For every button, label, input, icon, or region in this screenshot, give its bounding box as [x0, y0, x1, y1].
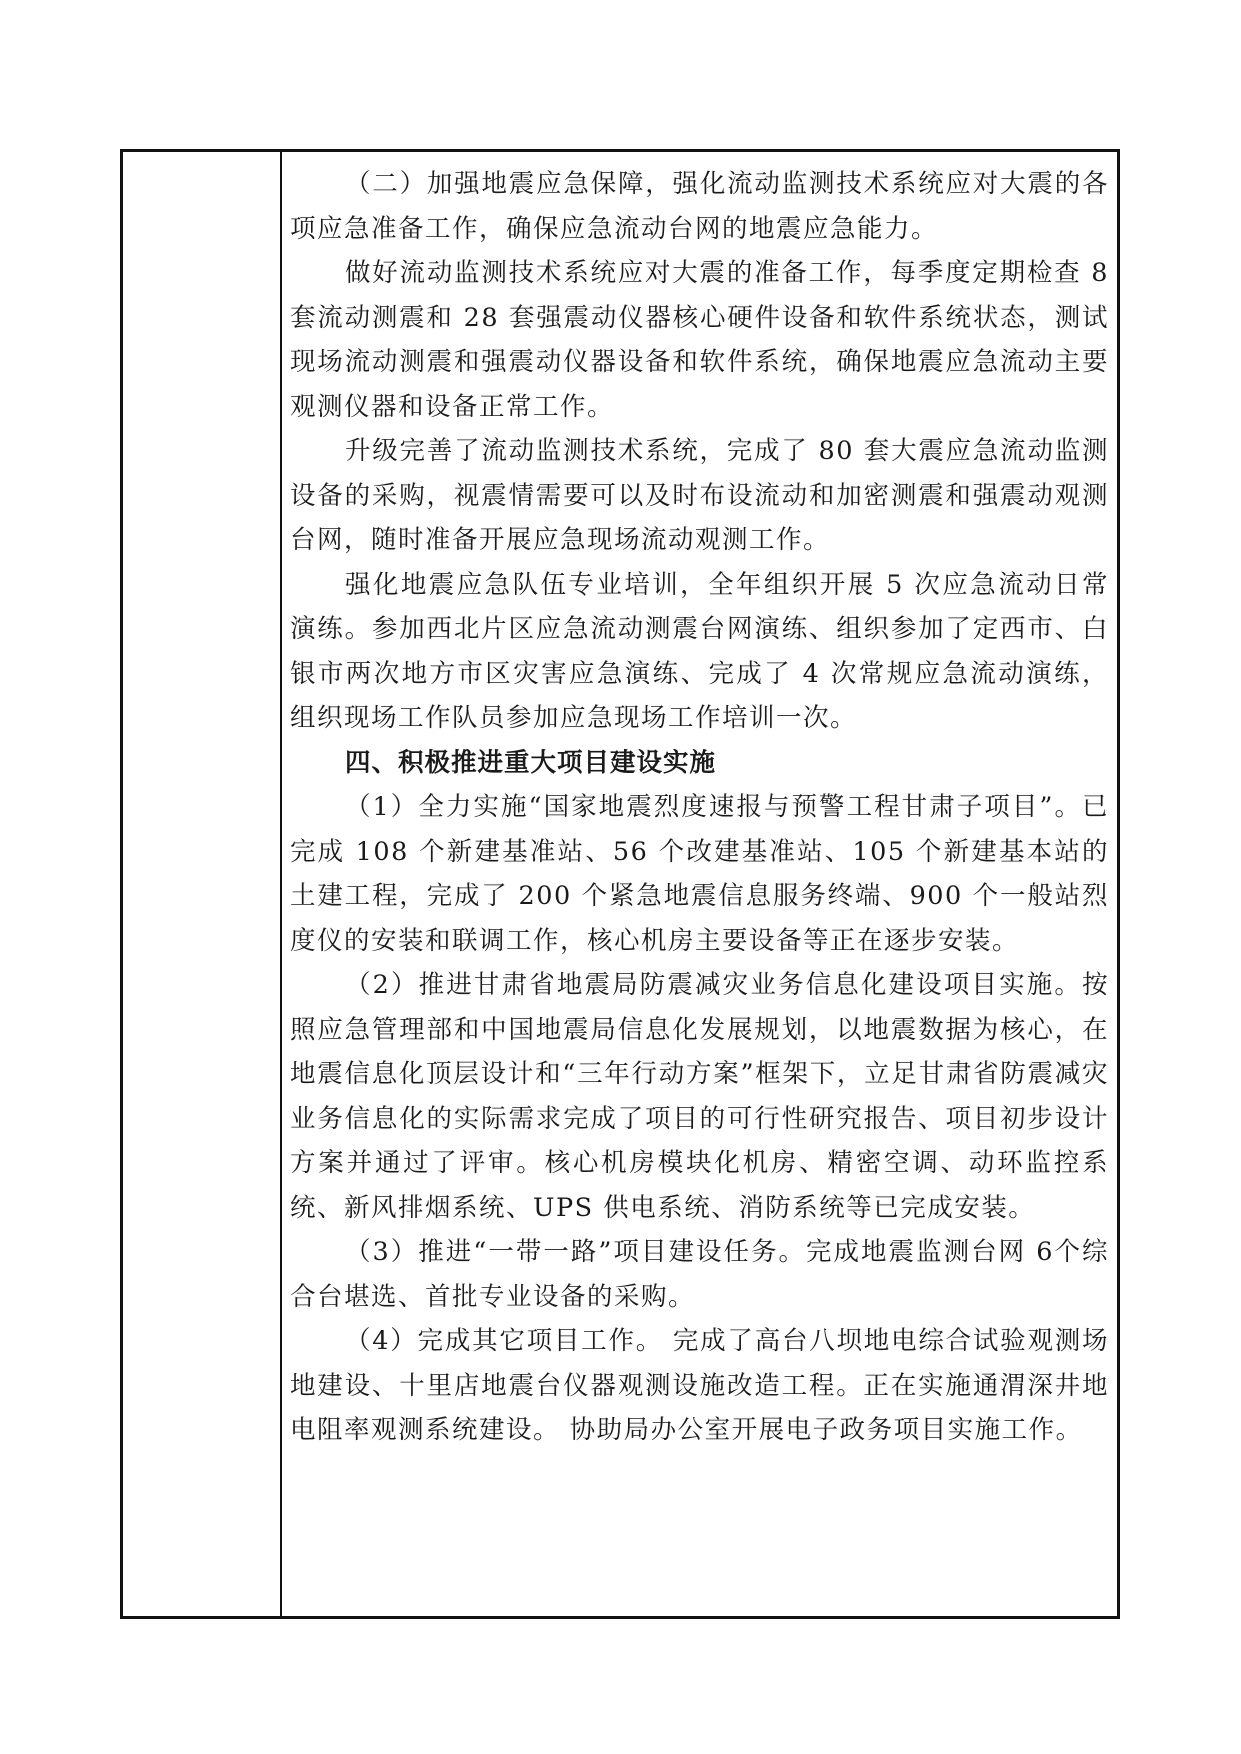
- paragraph: （4）完成其它项目工作。 完成了高台八坝地电综合试验观测场地建设、十里店地震台仪器观测设施改造工程。正在实施通渭深井地电阻率观测系统建设。 协助局办公室开展电子政务项目实施工作。: [290, 1326, 1109, 1445]
- paragraph: （3）推进“一带一路”项目建设任务。完成地震监测台网 6个综合台堪选、首批专业设备的采购。: [290, 1237, 1109, 1312]
- section-heading: 四、积极推进重大项目建设实施: [345, 747, 717, 778]
- paragraph: 强化地震应急队伍专业培训，全年组织开展 5 次应急流动日常演练。参加西北片区应急流动测震台网演练、组织参加了定西市、白银市两次地方市区灾害应急演练、完成了 4 次常规应急流动演练，组织现场工作队员参加应急现场工作培训一次。: [290, 569, 1109, 733]
- section-title: （二）加强地震应急保障，强化流动监测技术系统应对大震的各项应急准备工作，确保应急流动台网的地震应急能力。: [290, 169, 1109, 244]
- label-column: [123, 152, 282, 1616]
- paragraph: 做好流动监测技术系统应对大震的准备工作，每季度定期检查 8 套流动测震和 28 套强震动仪器核心硬件设备和软件系统状态，测试现场流动测震和强震动仪器设备和软件系统，确保地震应急流动主要观测仪器和设备正常工作。: [290, 258, 1109, 422]
- paragraph: （1）全力实施“国家地震烈度速报与预警工程甘肃子项目”。已完成 108 个新建基准站、56 个改建基准站、105 个新建基本站的土建工程，完成了 200 个紧急地震信息服务终端、900 个一般站烈度仪的安装和联调工作，核心机房主要设备等正在逐步安装。: [290, 792, 1109, 956]
- paragraph: （2）推进甘肃省地震局防震减灾业务信息化建设项目实施。按照应急管理部和中国地震局信息化发展规划，以地震数据为核心，在地震信息化顶层设计和“三年行动方案”框架下，立足甘肃省防震减灾业务信息化的实际需求完成了项目的可行性研究报告、项目初步设计方案并通过了评审。核心机房模块化机房、精密空调、动环监控系统、新风排烟系统、UPS 供电系统、消防系统等已完成安装。: [290, 970, 1109, 1223]
- paragraph: 升级完善了流动监测技术系统，完成了 80 套大震应急流动监测设备的采购，视震情需要可以及时布设流动和加密测震和强震动观测台网，随时准备开展应急现场流动观测工作。: [290, 436, 1109, 555]
- content-cell: [282, 152, 1117, 1616]
- report-table: [120, 149, 1120, 1619]
